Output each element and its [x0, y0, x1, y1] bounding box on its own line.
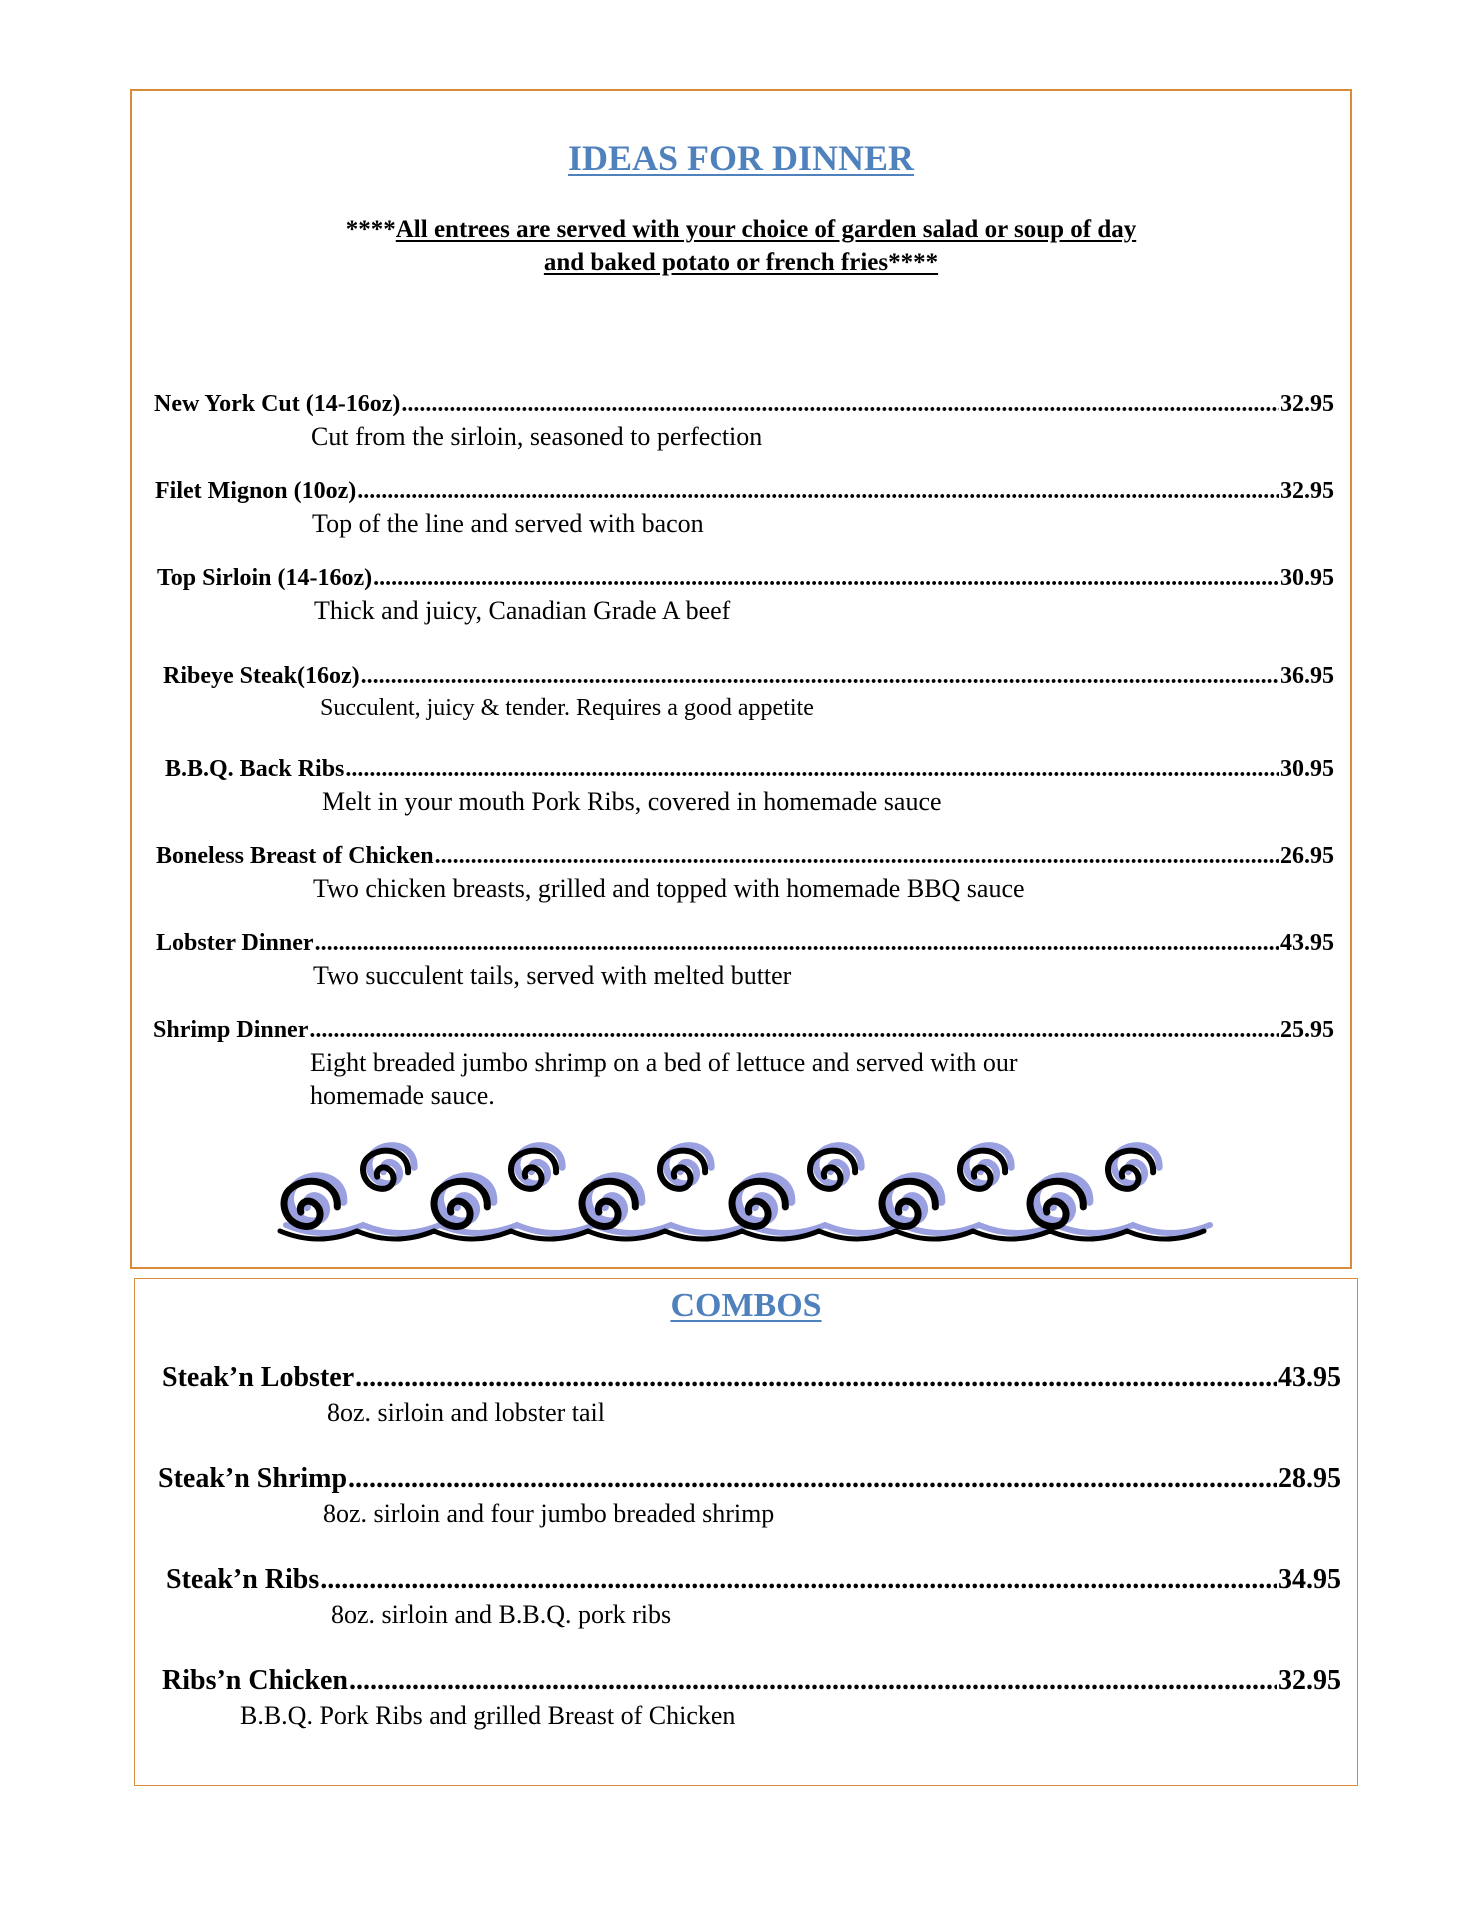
- menu-item-top-sirloin: [157, 563, 1334, 627]
- item-price: 32.95: [1280, 391, 1334, 417]
- item-description: Top of the line and served with bacon: [312, 509, 704, 538]
- item-description: Thick and juicy, Canadian Grade A beef: [314, 596, 731, 625]
- item-price: 30.95: [1280, 756, 1334, 782]
- item-description: 8oz. sirloin and B.B.Q. pork ribs: [331, 1600, 672, 1629]
- menu-item-shrimp-dinner: [153, 1015, 1334, 1112]
- item-description: Succulent, juicy & tender. Requires a good appetite: [320, 695, 814, 721]
- dot-leader: [349, 1664, 1277, 1698]
- dot-leader: [361, 661, 1279, 691]
- dot-leader: [345, 754, 1279, 784]
- item-price: 34.95: [1278, 1564, 1341, 1595]
- item-description: Melt in your mouth Pork Ribs, covered in homemade sauce: [322, 787, 942, 816]
- item-name: Steak’n Shrimp: [158, 1463, 348, 1494]
- item-name: Top Sirloin (14-16oz): [157, 565, 373, 591]
- item-description: 8oz. sirloin and four jumbo breaded shrimp: [323, 1499, 775, 1528]
- item-name: New York Cut (14-16oz): [154, 391, 401, 417]
- item-price: 25.95: [1280, 1017, 1334, 1043]
- combo-item-ribs-chicken: [162, 1664, 1341, 1732]
- item-price: 26.95: [1280, 843, 1334, 869]
- menu-item-ribeye-steak: [163, 661, 1334, 725]
- swirl-border-icon: [270, 1133, 1226, 1243]
- dot-leader: [355, 1361, 1277, 1395]
- item-name: Boneless Breast of Chicken: [156, 843, 434, 869]
- intro-line-1: All entrees are served with your choice of garden salad or soup of day: [395, 216, 1137, 243]
- combo-item-steak-lobster: [162, 1361, 1341, 1429]
- item-price: 28.95: [1278, 1463, 1341, 1494]
- intro-prefix: ****: [345, 216, 396, 243]
- combo-item-steak-ribs: [166, 1563, 1341, 1631]
- item-description: Eight breaded jumbo shrimp on a bed of lettuce and served with our homemade sauce.: [310, 1048, 1018, 1110]
- combos-menu-box: [134, 1278, 1358, 1786]
- item-name: Filet Mignon (10oz): [155, 478, 357, 504]
- dinner-menu-box: [130, 89, 1352, 1269]
- item-price: 43.95: [1278, 1362, 1341, 1393]
- dot-leader: [401, 389, 1279, 419]
- item-price: 32.95: [1278, 1665, 1341, 1696]
- dot-leader: [357, 476, 1279, 506]
- item-description: B.B.Q. Pork Ribs and grilled Breast of Chicken: [240, 1701, 736, 1730]
- menu-item-boneless-breast-of-chicken: [156, 841, 1334, 905]
- item-description: Two chicken breasts, grilled and topped with homemade BBQ sauce: [313, 874, 1025, 903]
- item-name: Steak’n Lobster: [162, 1362, 355, 1393]
- item-name: Lobster Dinner: [156, 930, 314, 956]
- dinner-title: IDEAS FOR DINNER: [567, 138, 915, 178]
- dot-leader: [315, 928, 1279, 958]
- item-description: Two succulent tails, served with melted butter: [313, 961, 792, 990]
- item-name: Shrimp Dinner: [153, 1017, 309, 1043]
- item-description: 8oz. sirloin and lobster tail: [327, 1398, 606, 1427]
- dot-leader: [320, 1563, 1277, 1597]
- item-price: 30.95: [1280, 565, 1334, 591]
- item-name: Steak’n Ribs: [166, 1564, 320, 1595]
- item-price: 43.95: [1280, 930, 1334, 956]
- item-price: 32.95: [1280, 478, 1334, 504]
- menu-item-filet-mignon: [155, 476, 1334, 540]
- combo-item-steak-shrimp: [158, 1462, 1341, 1530]
- menu-item-bbq-back-ribs: [165, 754, 1334, 818]
- dinner-intro-note: [132, 213, 1350, 279]
- intro-line-2: and baked potato or french fries****: [543, 249, 939, 276]
- menu-item-new-york-cut: [154, 389, 1334, 453]
- combos-title: COMBOS: [670, 1287, 822, 1324]
- dot-leader: [373, 563, 1279, 593]
- menu-item-lobster-dinner: [156, 928, 1334, 992]
- item-name: B.B.Q. Back Ribs: [165, 756, 345, 782]
- item-name: Ribeye Steak(16oz): [163, 663, 360, 689]
- item-price: 36.95: [1280, 663, 1334, 689]
- item-name: Ribs’n Chicken: [162, 1665, 348, 1696]
- item-description: Cut from the sirloin, seasoned to perfection: [311, 422, 763, 451]
- dot-leader: [309, 1015, 1279, 1045]
- dot-leader: [348, 1462, 1277, 1496]
- dot-leader: [435, 841, 1279, 871]
